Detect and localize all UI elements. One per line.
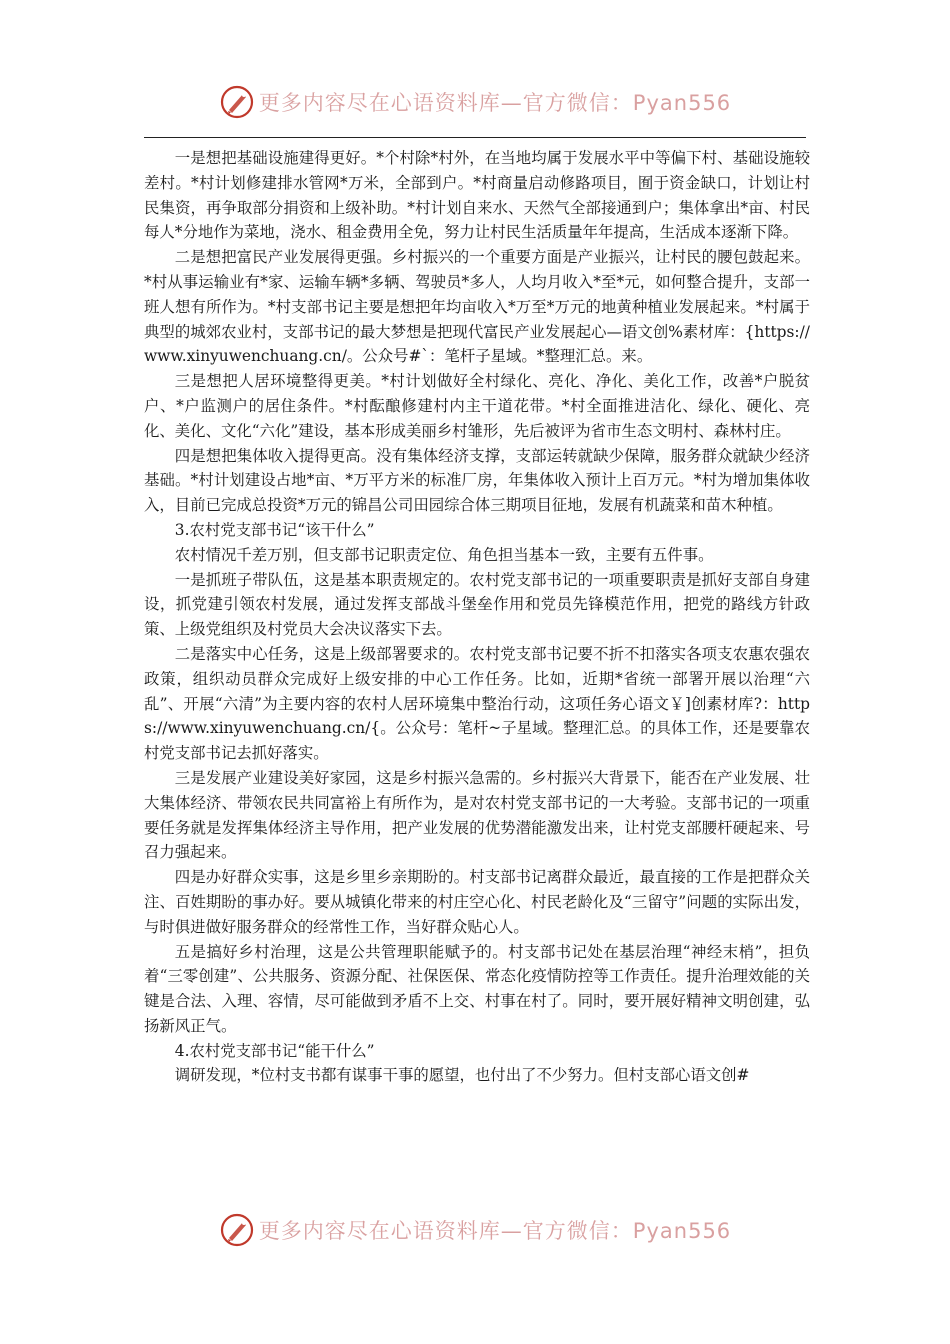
paragraph: 一是想把基础设施建得更好。*个村除*村外，在当地均属于发展水平中等偏下村、基础设施较差村。*村计划修建排水管网*万米，全部到户。*村商量启动修路项目，囿于资金缺口，计划让村民集资，再争取部分捐资和上级补助。*村计划自来水、天然气全部接通到户；集体拿出*亩、村民每人*分地作为菜地，浇水、租金费用全免，努力让村民生活质量年年提高，生活成本逐渐下降。 [144,149,810,242]
header-divider [144,137,806,138]
pen-nib-icon [219,1212,255,1248]
paragraph: 四是想把集体收入提得更高。没有集体经济支撑，支部运转就缺少保障，服务群众就缺少经济基础。*村计划建设占地*亩、*万平方米的标准厂房，年集体收入预计上百万元。*村为增加集体收入，目前已完成总投资*万元的锦昌公司田园综合体三期项目征地，发展有机蔬菜和苗木种植。 [144,446,810,515]
paragraph: 农村情况千差万别，但支部书记职责定位、角色担当基本一致，主要有五件事。 [174,545,714,564]
banner-text: 更多内容尽在心语资料库—官方微信：Pyan556 [258,91,732,115]
paragraph: 四是办好群众实事，这是乡里乡亲期盼的。村支部书记离群众最近，最直接的工作是把群众关注、百姓期盼的事办好。要从城镇化带来的村庄空心化、村民老龄化及“三留守”问题的实际出发，与时俱进做好服务群众的经常性工作，当好群众贴心人。 [144,868,810,936]
banner-text: 更多内容尽在心语资料库—官方微信：Pyan556 [258,1219,732,1243]
section-heading: 4.农村党支部书记“能干什么” [174,1041,375,1060]
header-banner [0,80,950,124]
paragraph: 一是抓班子带队伍，这是基本职责规定的。农村党支部书记的一项重要职责是抓好支部自身建设，抓党建引领农村发展，通过发挥支部战斗堡垒作用和党员先锋模范作用，把党的路线方针政策、上级党组织及村党员大会决议落实下去。 [144,570,810,639]
pen-nib-icon [219,84,255,120]
section-heading: 3.农村党支部书记“该干什么” [174,520,375,539]
paragraph: 五是搞好乡村治理，这是公共管理职能赋予的。村支部书记处在基层治理“神经末梢”，担负着“三零创建”、公共服务、资源分配、社保医保、常态化疫情防控等工作责任。提升治理效能的关键是合法、入理、容情，尽可能做到矛盾不上交、村事在村了。同时，要开展好精神文明创建，弘扬新风正气。 [144,942,810,1035]
paragraph: 三是想把人居环境整得更美。*村计划做好全村绿化、亮化、净化、美化工作，改善*户脱贫户、*户监测户的居住条件。*村酝酿修建村内主干道花带。*村全面推进洁化、绿化、硬化、亮化、美化、文化“六化”建设，基本形成美丽乡村雏形，先后被评为省市生态文明村、森林村庄。 [144,372,810,440]
paragraph: 二是落实中心任务，这是上级部署要求的。农村党支部书记要不折不扣落实各项支农惠农强农政策，组织动员群众完成好上级安排的中心工作任务。比如，近期*省统一部署开展以治理“六乱”、开展“六清”为主要内容的农村人居环境集中整治行动，这项任务心语文￥]创素材库?：https://www.xinyuwenchuang.cn/{。公众号：笔杆~子星域。整理汇总。的具体工作，还是要靠农村党支部书记去抓好落实。 [144,644,810,763]
paragraph: 三是发展产业建设美好家园，这是乡村振兴急需的。乡村振兴大背景下，能否在产业发展、壮大集体经济、带领农民共同富裕上有所作为，是对农村党支部书记的一大考验。支部书记的一项重要任务就是发挥集体经济主导作用，把产业发展的优势潜能激发出来，让村党支部腰杆硬起来、号召力强起来。 [144,768,810,862]
paragraph: 调研发现，*位村支书都有谋事干事的愿望，也付出了不少努力。但村支部心语文创# [174,1066,750,1085]
document-body [144,146,810,1088]
footer-banner [0,1208,950,1252]
paragraph: 二是想把富民产业发展得更强。乡村振兴的一个重要方面是产业振兴，让村民的腰包鼓起来。*村从事运输业有*家、运输车辆*多辆、驾驶员*多人，人均月收入*至*元，如何整合提升，支部一班人想有所作为。*村支部书记主要是想把年均亩收入*万至*万元的地黄种植业发展起来。*村属于典型的城郊农业村，支部书记的最大梦想是把现代富民产业发展起心—语文创%素材库：{https://www.xinyuwenchuang.cn/。公众号#`：笔杆子星域。*整理汇总。来。 [144,248,810,366]
